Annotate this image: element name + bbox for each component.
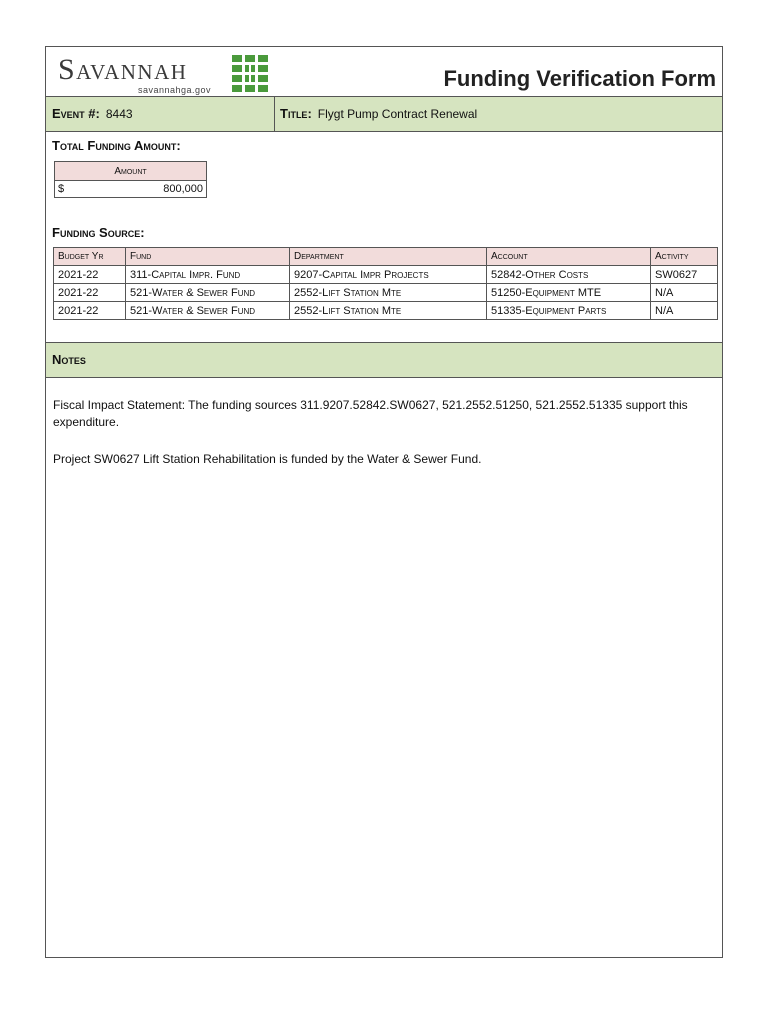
cell-fund: 521-Water & Sewer Fund — [126, 284, 290, 302]
cell-budget-yr: 2021-22 — [54, 284, 126, 302]
cell-department: 2552-Lift Station Mte — [290, 284, 487, 302]
total-funding-heading: Total Funding Amount: — [52, 138, 181, 153]
notes-paragraph: Fiscal Impact Statement: The funding sources 311.9207.52842.SW0627, 521.2552.51250, 521.2552.51335 support this expenditure. — [53, 398, 688, 429]
cell-department: 2552-Lift Station Mte — [290, 302, 487, 320]
cell-fund: 311-Capital Impr. Fund — [126, 266, 290, 284]
notes-band — [46, 342, 722, 378]
col-department: Department — [290, 248, 487, 266]
notes-heading: Notes — [52, 352, 86, 367]
cell-account: 51250-Equipment MTE — [487, 284, 651, 302]
event-label: Event #: — [52, 106, 100, 121]
form-page — [45, 46, 723, 958]
title-value: Flygt Pump Contract Renewal — [317, 107, 478, 121]
cell-activity: N/A — [651, 284, 718, 302]
savannah-logo — [58, 53, 288, 97]
table-row — [54, 302, 718, 320]
cell-budget-yr: 2021-22 — [54, 266, 126, 284]
col-budget-yr: Budget Yr — [54, 248, 126, 266]
event-value: 8443 — [105, 107, 133, 121]
cell-activity: SW0627 — [651, 266, 718, 284]
amount-header: Amount — [55, 162, 207, 181]
logo-wordmark: Savannah — [58, 53, 188, 86]
logo-url: savannahga.gov — [138, 85, 212, 95]
cell-account: 52842-Other Costs — [487, 266, 651, 284]
cell-budget-yr: 2021-22 — [54, 302, 126, 320]
funding-source-table — [53, 247, 718, 320]
col-account: Account — [487, 248, 651, 266]
notes-paragraph: Project SW0627 Lift Station Rehabilitation is funded by the Water & Sewer Fund. — [53, 452, 482, 466]
table-row — [54, 284, 718, 302]
cell-department: 9207-Capital Impr Projects — [290, 266, 487, 284]
funding-source-heading: Funding Source: — [52, 225, 145, 240]
amount-currency: $ — [55, 181, 82, 198]
event-title-band — [46, 96, 722, 132]
title-label: Title: — [280, 106, 312, 121]
band-divider — [274, 97, 275, 131]
amount-table — [54, 161, 207, 198]
form-title: Funding Verification Form — [443, 66, 716, 91]
logo-grid-icon — [232, 55, 268, 93]
event-field — [52, 97, 133, 131]
col-activity: Activity — [651, 248, 718, 266]
cell-fund: 521-Water & Sewer Fund — [126, 302, 290, 320]
col-fund: Fund — [126, 248, 290, 266]
cell-activity: N/A — [651, 302, 718, 320]
notes-body — [53, 397, 713, 488]
table-row — [54, 266, 718, 284]
amount-value: 800,000 — [81, 181, 207, 198]
cell-account: 51335-Equipment Parts — [487, 302, 651, 320]
title-field — [280, 97, 477, 131]
